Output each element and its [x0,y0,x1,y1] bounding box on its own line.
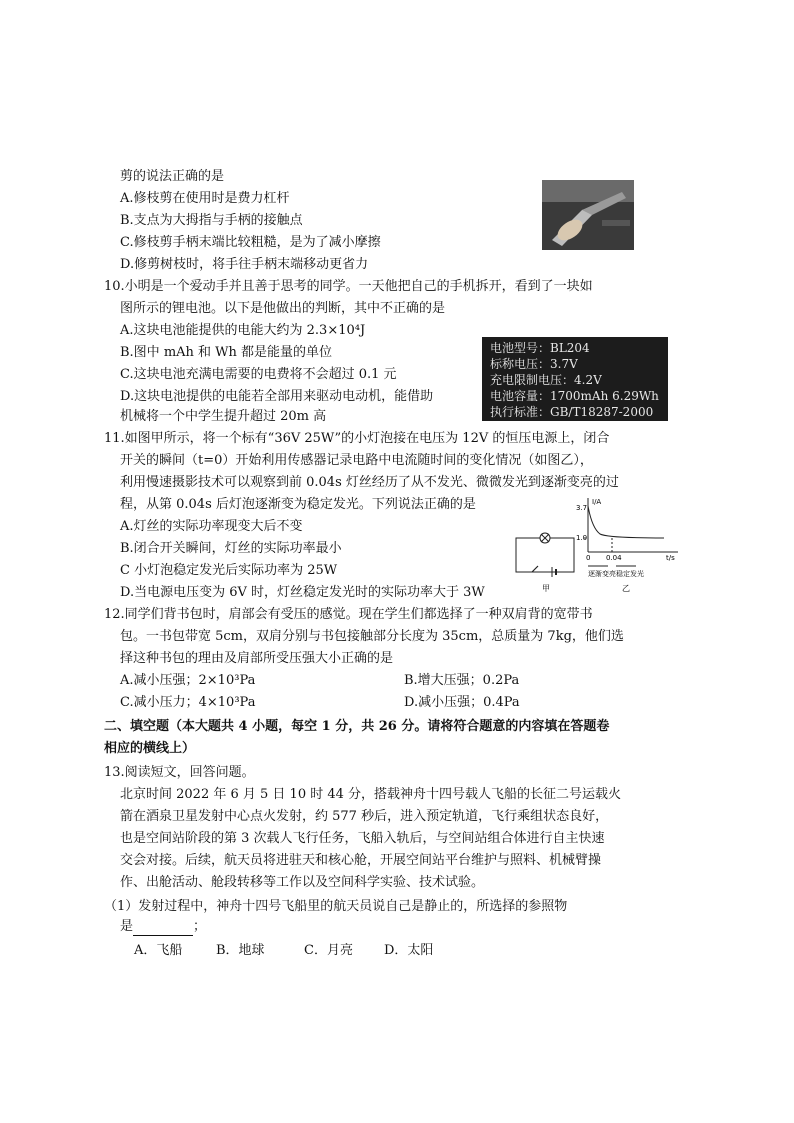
q9-option-d: D.修剪树枝时，将手往手柄末端移动更省力 [120,257,369,272]
q13-passage-line4: 交会对接。后续，航天员将进驻天和核心舱，开展空间站平台维护与照料、机械臂操 [120,853,602,868]
q13-passage-line1: 北京时间 2022 年 6 月 5 日 10 时 44 分，搭载神舟十四号载人飞船的长征二号运载火 [120,787,622,802]
q13-sub1-answer-blank[interactable] [133,923,193,936]
current-time-graph [584,498,678,566]
graph-y-unit: I/A [592,498,602,506]
q13-sub1-option-c: C．月亮 [304,943,353,958]
q9-option-c: C.修枝剪手柄末端比较粗糙，是为了减小摩擦 [120,235,381,250]
q11-option-d: D.当电源电压变为 6V 时，灯丝稳定发光时的实际功率大于 3W [120,585,485,600]
q11-option-b: B.闭合开关瞬间，灯丝的实际功率最小 [120,541,342,556]
q13-sub1-line2 [120,918,206,936]
q12-option-b: B.增大压强；0.2Pa [404,673,520,688]
q9-option-a: A.修枝剪在使用时是费力杠杆 [120,191,290,206]
q11-figure [508,494,684,594]
circuit-diagram [516,533,574,577]
graph-x-unit: t/s [666,554,675,562]
q13-sub1-option-b: B．地球 [216,943,265,958]
graph-y-tick-high: 3.7 [576,504,588,512]
q11-option-c: C 小灯泡稳定发光后实际功率为 25W [120,563,338,578]
q12-stem-line3: 择这种书包的理由及肩部所受压强大小正确的是 [120,651,394,666]
q13-heading: 13.阅读短文，回答问题。 [104,765,255,780]
pruning-shears-photo [542,180,634,250]
q11-stem-line4: 程，从第 0.04s 后灯泡逐渐变为稳定发光。下列说法正确的是 [120,497,476,512]
q11-stem-line3: 利用慢速摄影技术可以观察到前 0.04s 灯丝经历了从不发光、微微发光到逐渐变亮的过 [120,475,619,490]
q13-sub1-line1: （1）发射过程中，神舟十四号飞船里的航天员说自己是静止的，所选择的参照物 [104,899,568,914]
battery-charge-limit: 充电限制电压：4.2V [490,373,602,387]
q11-stem-line2: 开关的瞬间（t=0）开始利用传感器记录电路中电流随时间的变化情况（如图乙）， [120,453,593,468]
q10-stem-line1: 10.小明是一个爱动手并且善于思考的同学。一天他把自己的手机拆开，看到了一块如 [104,279,593,294]
graph-y-tick-low: 1.0 [576,534,588,542]
q13-sub1-option-a: A．飞船 [134,943,183,958]
q11-option-a: A.灯丝的实际功率现变大后不变 [120,519,303,534]
graph-x-origin: 0 [586,554,591,562]
q13-sub1-prefix: 是 [120,919,134,934]
q13-passage-line3: 也是空间站阶段的第 3 次载人飞行任务，飞船入轨后，与空间站组合体进行自主快速 [120,831,605,846]
q13-sub1-suffix: ； [193,919,207,934]
q11-stem-line1: 11.如图甲所示，将一个标有“36V 25W”的小灯泡接在电压为 12V 的恒压电源上，闭合 [104,431,610,446]
q10-stem-line2: 图所示的锂电池。以下是他做出的判断，其中不正确的是 [120,301,446,316]
q10-option-d: D.这块电池提供的电能若全部用来驱动电动机，能借助 [120,389,434,404]
section2-heading-line1: 二、填空题（本大题共 4 小题，每空 1 分，共 26 分。请将符合题意的内容填在答题卷 [104,719,610,734]
graph-phase1: 逐渐变亮 [588,570,616,578]
battery-standard: 执行标准：GB/T18287-2000 [490,405,654,419]
caption-jia: 甲 [542,584,550,593]
q9-stem-tail: 剪的说法正确的是 [120,169,225,184]
q12-stem-line1: 12.同学们背书包时，肩部会有受压的感觉。现在学生们都选择了一种双肩背的宽带书 [104,607,593,622]
graph-x-tick: 0.04 [606,554,622,562]
q10-option-d-cont: 机械将一个中学生提升超过 20m 高 [120,409,327,424]
q10-option-c: C.这块电池充满电需要的电费将不会超过 0.1 元 [120,367,397,382]
q9-option-b: B.支点为大拇指与手柄的接触点 [120,213,303,228]
caption-yi: 乙 [622,584,630,593]
battery-voltage: 标称电压：3.7V [490,357,578,371]
q13-passage-line2: 箭在酒泉卫星发射中心点火发射，约 577 秒后，进入预定轨道，飞行乘组状态良好， [120,809,609,824]
q13-sub1-option-d: D．太阳 [384,943,434,958]
q10-option-b: B.图中 mAh 和 Wh 都是能量的单位 [120,345,333,360]
battery-label [482,337,668,421]
q13-passage-line5: 作、出舱活动、舱段转移等工作以及空间科学实验、技术试验。 [120,875,485,890]
q12-stem-line2: 包。一书包带宽 5cm，双肩分别与书包接触部分长度为 35cm，总质量为 7kg，他们选 [120,629,624,644]
battery-capacity: 电池容量：1700mAh 6.29Wh [490,389,659,403]
q10-option-a: A.这块电池能提供的电能大约为 2.3×10⁴J [120,323,366,338]
q12-option-a: A.减小压强；2×10³Pa [120,673,256,688]
section2-heading-line2: 相应的横线上） [104,741,196,756]
graph-phase2: 稳定发光 [616,570,644,578]
battery-model: 电池型号：BL204 [490,341,590,355]
q12-option-d: D.减小压强；0.4Pa [404,695,520,710]
q12-option-c: C.减小压力；4×10³Pa [120,695,256,710]
